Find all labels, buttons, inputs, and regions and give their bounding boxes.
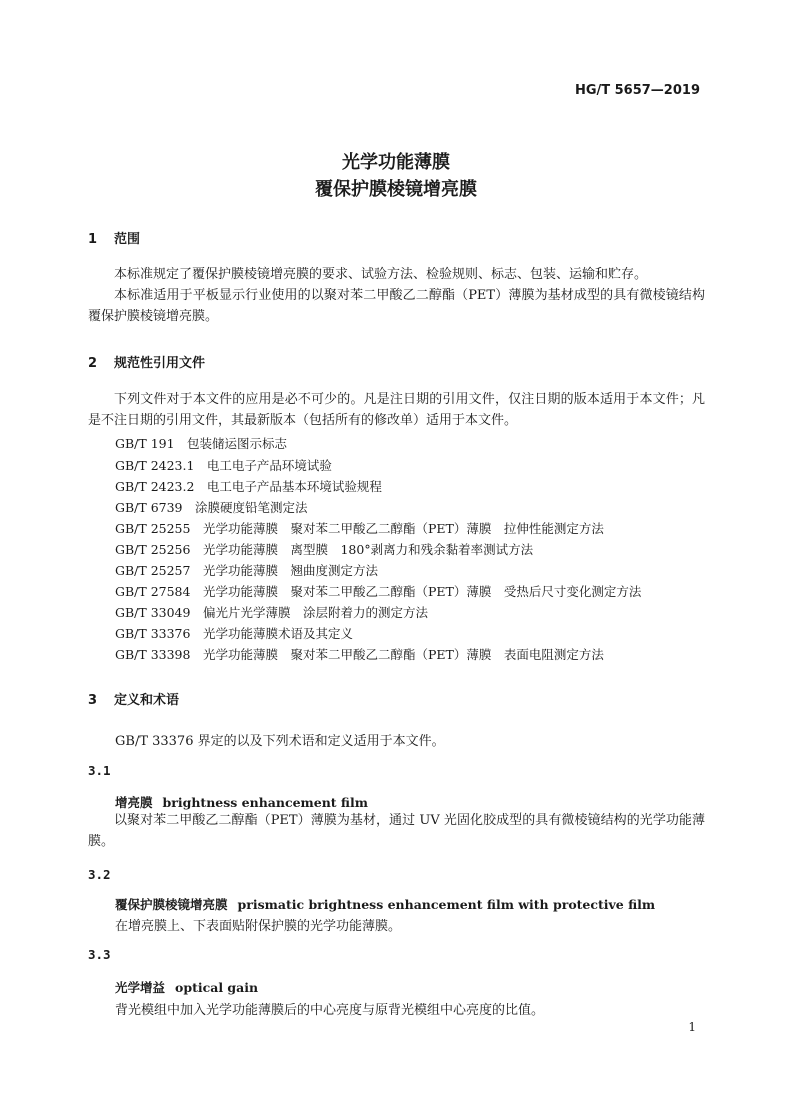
reference-item: GB/T 33376 光学功能薄膜术语及其定义 [115, 626, 353, 641]
definitions-intro: GB/T 33376 界定的以及下列术语和定义适用于本文件。 [115, 734, 445, 749]
scope-paragraph-1: 本标准规定了覆保护膜棱镜增亮膜的要求、试验方法、检验规则、标志、包装、运输和贮存。 [114, 267, 648, 282]
references-intro: 下列文件对于本文件的应用是必不可少的。凡是注日期的引用文件，仅注日期的版本适用于本文件；凡是不注日期的引用文件，其最新版本（包括所有的修改单）适用于本文件。 [88, 392, 705, 428]
reference-item: GB/T 25257 光学功能薄膜 翘曲度测定方法 [115, 563, 378, 578]
section-number: 1 [88, 232, 98, 247]
section-number: 2 [88, 356, 98, 371]
section-title: 范围 [114, 232, 141, 247]
section-title: 定义和术语 [114, 693, 180, 708]
term-chinese: 覆保护膜棱镜增亮膜 [115, 897, 228, 912]
reference-item: GB/T 2423.1 电工电子产品环境试验 [115, 458, 332, 473]
reference-item: GB/T 33398 光学功能薄膜 聚对苯二甲酸乙二醇酯（PET）薄膜 表面电阻测定方法 [115, 647, 604, 662]
section-2-heading [88, 352, 205, 371]
term-english: brightness enhancement film [162, 795, 368, 810]
clause-number: 3.1 [88, 763, 111, 778]
term-definition: 以聚对苯二甲酸乙二醇酯（PET）薄膜为基材，通过 UV 光固化胶成型的具有微棱镜结构的光学功能薄膜。 [88, 813, 705, 849]
clause-number: 3.2 [88, 867, 111, 882]
term-heading [115, 793, 368, 811]
standard-code: HG/T 5657—2019 [574, 83, 700, 98]
term-heading [115, 895, 655, 913]
section-number: 3 [88, 693, 98, 708]
term-chinese: 光学增益 [115, 980, 166, 995]
reference-item: GB/T 6739 涂膜硬度铅笔测定法 [115, 500, 308, 515]
section-1-heading [88, 228, 140, 247]
reference-item: GB/T 25256 光学功能薄膜 离型膜 180°剥离力和残余黏着率测试方法 [115, 542, 534, 557]
reference-item: GB/T 33049 偏光片光学薄膜 涂层附着力的测定方法 [115, 605, 428, 620]
reference-item: GB/T 191 包装储运图示标志 [115, 436, 288, 451]
scope-paragraph-2: 本标准适用于平板显示行业使用的以聚对苯二甲酸乙二醇酯（PET）薄膜为基材成型的具有微棱镜结构覆保护膜棱镜增亮膜。 [88, 288, 705, 324]
clause-number: 3.3 [88, 947, 111, 962]
reference-item: GB/T 25255 光学功能薄膜 聚对苯二甲酸乙二醇酯（PET）薄膜 拉伸性能测定方法 [115, 521, 604, 536]
document-title-line1: 光学功能薄膜 [342, 152, 450, 173]
term-english: prismatic brightness enhancement film with protective film [237, 897, 656, 912]
reference-item: GB/T 27584 光学功能薄膜 聚对苯二甲酸乙二醇酯（PET）薄膜 受热后尺寸变化测定方法 [115, 584, 642, 599]
page-number: 1 [688, 1020, 696, 1034]
term-chinese: 增亮膜 [115, 795, 153, 810]
document-title-line2: 覆保护膜棱镜增亮膜 [315, 179, 477, 200]
term-heading [115, 978, 258, 996]
section-3-heading [88, 689, 179, 708]
section-title: 规范性引用文件 [114, 356, 206, 371]
reference-item: GB/T 2423.2 电工电子产品基本环境试验规程 [115, 479, 382, 494]
term-english: optical gain [175, 980, 259, 995]
term-definition: 背光模组中加入光学功能薄膜后的中心亮度与原背光模组中心亮度的比值。 [115, 1003, 545, 1018]
term-definition: 在增亮膜上、下表面贴附保护膜的光学功能薄膜。 [115, 919, 402, 934]
